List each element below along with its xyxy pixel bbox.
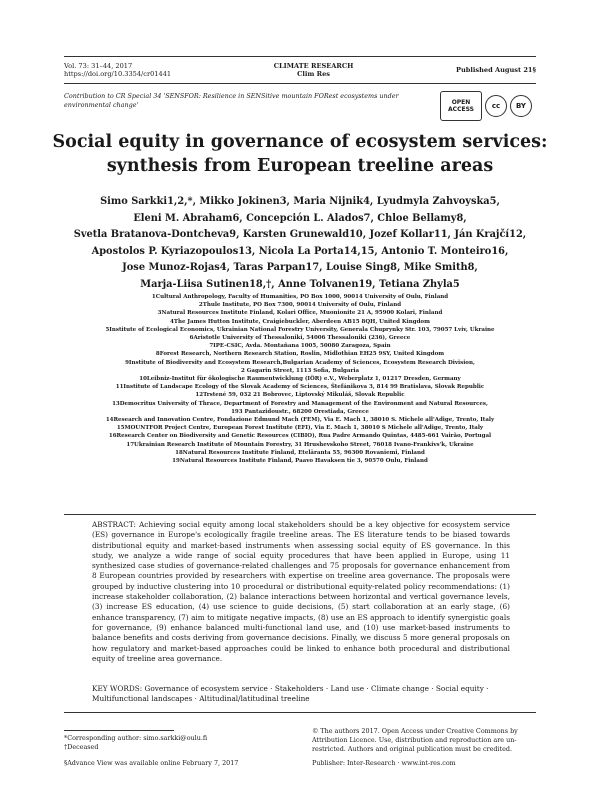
footnotes	[64, 730, 284, 768]
affiliation: 10Leibniz-Institut für ökologische Raumentwicklung (IÖR) e.V., Weberplatz 1, 01217 Dresden, Germany	[139, 376, 461, 383]
header-left	[64, 62, 171, 79]
corresponding-author: *Corresponding author: simo.sarkki@oulu.fi	[64, 734, 208, 742]
attribution-icon[interactable]: BY	[510, 95, 532, 117]
published-date: Published August 21§	[456, 66, 536, 74]
copyright-block	[312, 727, 536, 768]
footnote-separator	[64, 730, 174, 731]
article-title	[40, 130, 560, 178]
open-access-badge[interactable]	[440, 91, 482, 121]
author-line: Simo Sarkki1,2,*, Mikko Jokinen3, Maria Nijnik4, Lyudmyla Zahvoyska5,	[100, 196, 500, 207]
publisher-line: Publisher: Inter-Research · www.int-res.com	[312, 758, 456, 767]
author-line: Marja-Liisa Sutinen18,†, Anne Tolvanen19, Tetiana Zhyla5	[140, 278, 460, 290]
author-line: Apostolos P. Kyriazopoulos13, Nicola La Porta14,15, Antonio T. Monteiro16,	[91, 245, 509, 257]
title-line-2: synthesis from European treeline areas	[106, 156, 494, 176]
open-access-top: OPEN	[451, 99, 471, 106]
affiliation: 3Natural Resources Institute Finland, Kolari Office, Muonionite 21 A, 95900 Kolari, Finland	[157, 310, 443, 317]
affiliation-list	[58, 293, 542, 465]
abstract-top-rule	[64, 514, 536, 515]
title-line-1: Social equity in governance of ecosystem services:	[52, 132, 548, 152]
author-line: Eleni M. Abraham6, Concepción L. Alados7, Chloe Bellamy8,	[133, 212, 467, 224]
contribution-note: Contribution to CR Special 34 'SENSFOR: Resilience in SENSitive mountain FORest ecosystems under environmental change'	[64, 92, 399, 109]
keywords-bottom-rule	[64, 712, 536, 713]
license-badges	[440, 91, 532, 121]
affiliation: 19Natural Resources Institute Finland, Paavo Havaksen tie 3, 90570 Oulu, Finland	[172, 458, 428, 465]
affiliation: 8Forest Research, Northern Research Station, Roslin, Midlothian EH25 9SY, United Kingdom	[155, 351, 445, 358]
header-center	[274, 62, 354, 79]
advance-view-note: §Advance View was available online February 7, 2017	[64, 759, 239, 767]
affiliation: 7IPE-CSIC, Avda. Montañana 1005, 50080 Zaragoza, Spain	[209, 343, 391, 350]
affiliation: 12Trstené 59, 032 21 Bobrovec, Liptovský Mikuláš, Slovak Republic	[195, 392, 405, 399]
deceased-note: †Deceased	[64, 743, 99, 751]
journal-header	[64, 56, 536, 84]
volume-info: Vol. 73: 31–44, 2017	[64, 61, 133, 70]
affiliation: 14Research and Innovation Centre, Fondazione Edmund Mach (FEM), Via E. Mach 1, 38010 S. Michele all'Adige, Trento, Italy	[105, 417, 495, 424]
affiliation: 15MOUNTFOR Project Centre, European Forest Institute (EFI), Via E. Mach 1, 38010 S Michele all'Adige, Trento, Italy	[116, 425, 484, 432]
affiliation: 13Democritus University of Thrace, Department of Forestry and Management of the Environment and Natural Resources,	[112, 400, 488, 407]
author-line: Jose Munoz-Rojas4, Taras Parpan17, Louise Sing8, Mike Smith8,	[122, 262, 478, 273]
creative-commons-icon[interactable]: cc	[485, 95, 507, 117]
open-access-bottom: ACCESS	[448, 106, 474, 113]
affiliation: 16Research Center on Biodiversity and Genetic Resources (CIBIO), Rua Padre Armando Quintas, 4485-661 Vairão, Portugal	[108, 433, 492, 440]
affiliation: 18Natural Resources Institute Finland, Eteläranta 55, 96300 Rovaniemi, Finland	[175, 449, 425, 456]
copyright-text: © The authors 2017. Open Access under Creative Commons by Attribution Licence. Use, distribution and reproduction are unrestricted. Authors and original publication must be credited.	[312, 727, 518, 754]
journal-abbrev: Clim Res	[297, 70, 330, 78]
affiliation: 193 Pantazidoustr., 68200 Orestiada, Greece	[231, 408, 369, 415]
author-list	[64, 194, 536, 293]
affiliation: 11Institute of Landscape Ecology of the Slovak Academy of Sciences, Štefánikova 3, 814 99 Bratislava, Slovak Republic	[115, 384, 485, 391]
keywords: KEY WORDS: Governance of ecosystem service · Stakeholders · Land use · Climate change · Social equity · Multifunctional landscapes · Altitudinal/latitudinal treeline	[92, 684, 489, 704]
author-line: Svetla Bratanova-Dontcheva9, Karsten Grunewald10, Jozef Kollar11, Ján Krajčí12,	[73, 229, 527, 240]
affiliation: 4The James Hutton Institute, Craigiebuckler, Aberdeen AB15 8QH, United Kingdom	[170, 318, 430, 325]
abstract: ABSTRACT: Achieving social equity among local stakeholders should be a key objective for ecosystem service (ES) governance in Europe's ecologically fragile treeline areas. The ES literature tends to be biased towards distributional equity and market-based instruments when assessing social equity of ES governance. In this study, we analyze a wide range of social equity procedures that have been applied in Europe, using 11 synthesized case studies of governance-related challenges and 75 proposals for governance enhancement from 8 European countries provided by researchers with expertise on treeline area governance. The proposals were grouped by inductive clustering into 10 procedural or distributional equity-related policy recommendations: (1) increase stakeholder collaboration, (2) balance interactions between horizontal and vertical governance levels, (3) increase ES education, (4) use science to guide decisions, (5) start collaboration at an early stage, (6) enhance transparency, (7) aim to mitigate negative impacts, (8) use an ES approach to identify synergistic goals for governance, (9) enhance balanced multi-functional land use, and (10) use market-based instruments to balance benefits and costs deriving from governance decisions. Finally, we discuss 5 more general proposals on how regulatory and market-based approaches could be linked to enhance both procedural and distributional equity of treeline area governance.	[92, 520, 510, 663]
affiliation: 1Cultural Anthropology, Faculty of Humanities, PO Box 1000, 90014 University of Oulu, Finland	[151, 294, 449, 300]
affiliation: 6Aristotle University of Thessaloniki, 54006 Thessaloniki (236), Greece	[189, 335, 411, 342]
affiliation: 2 Gagarin Street, 1113 Sofia, Bulgaria	[240, 367, 360, 374]
affiliation: 2Thule Institute, PO Box 7300, 90014 University of Oulu, Finland	[198, 302, 402, 309]
affiliation: 17Ukrainian Research Institute of Mountain Forestry, 31 Hrushevskoho Street, 76018 Ivano-Frankivs'k, Ukraine	[126, 441, 474, 448]
affiliation: 5Institute of Ecological Economics, Ukrainian National Forestry University, Generala Chuprynky Str. 103, 79057 Lviv, Ukraine	[105, 326, 495, 333]
journal-name: CLIMATE RESEARCH	[273, 61, 354, 70]
doi-link[interactable]: https://doi.org/10.3354/cr01441	[64, 70, 172, 78]
affiliation: 9Institute of Biodiversity and Ecosystem Research,Bulgarian Academy of Sciences, Ecosystem Research Division,	[125, 359, 475, 366]
